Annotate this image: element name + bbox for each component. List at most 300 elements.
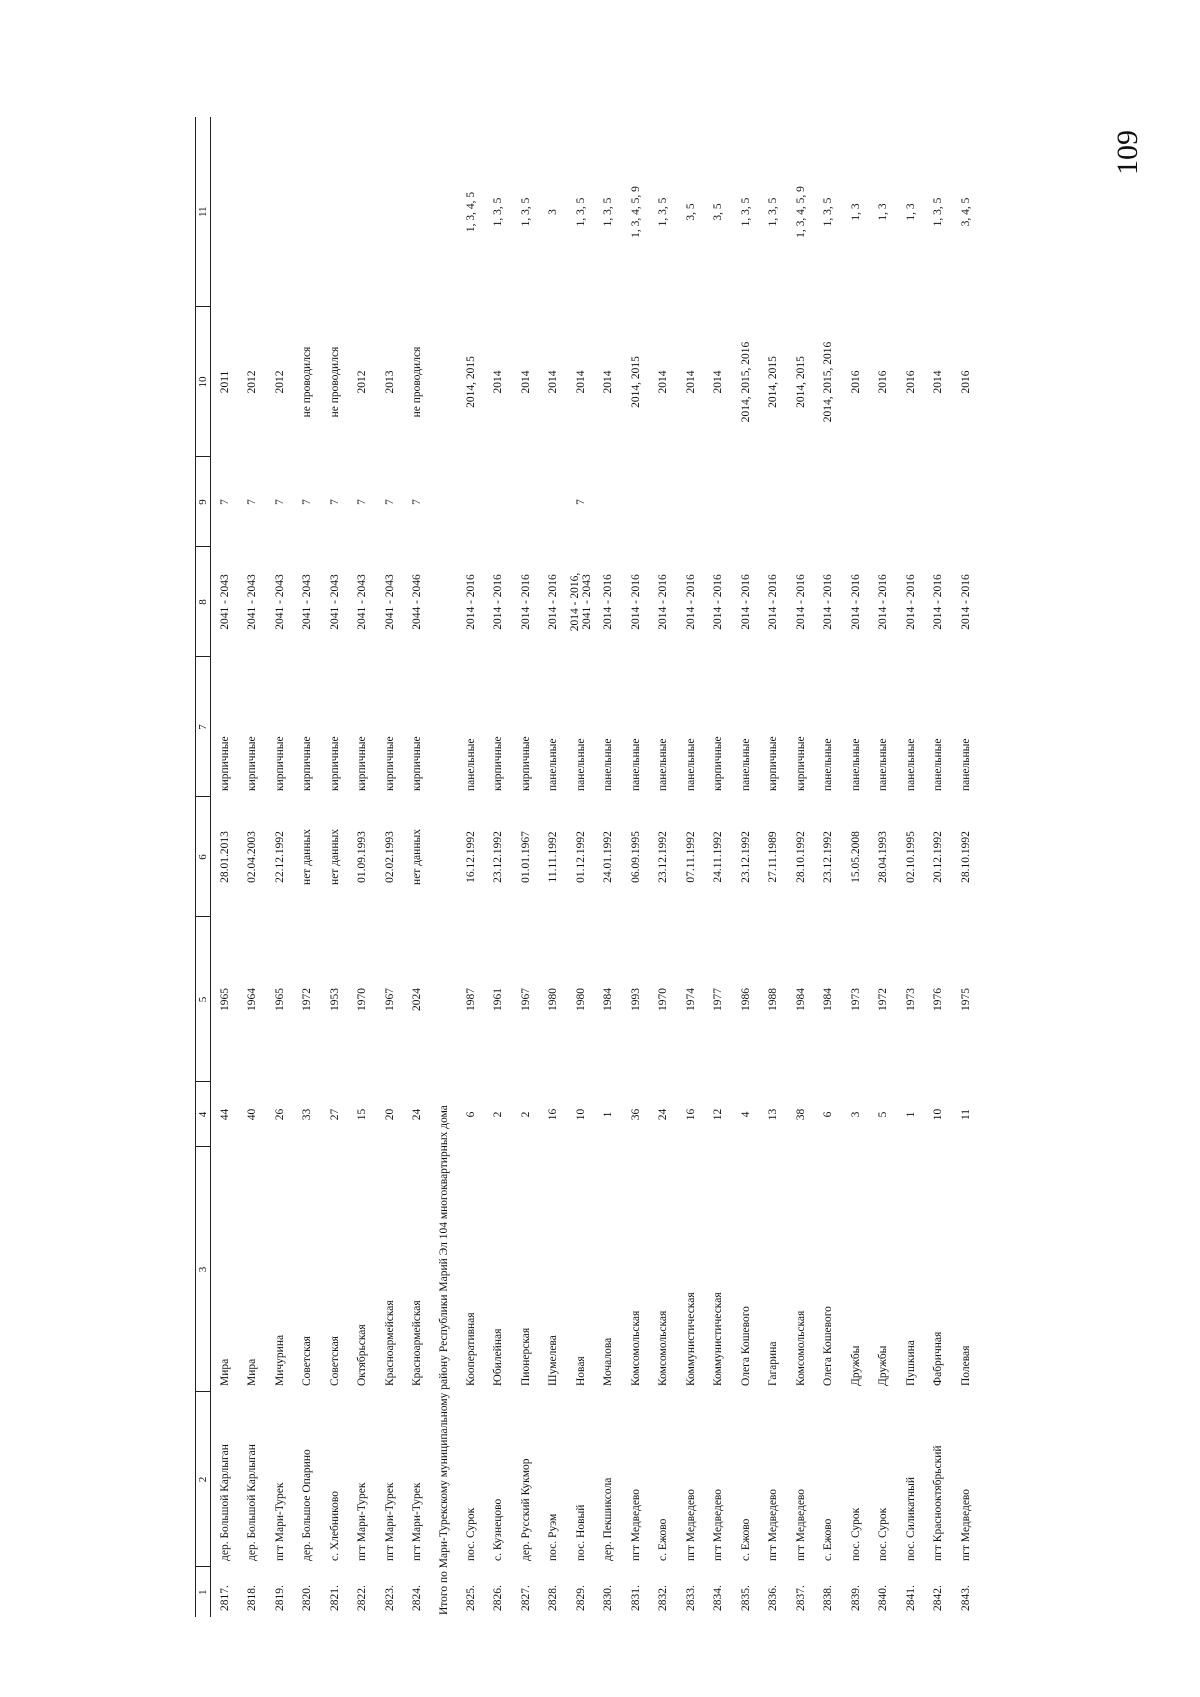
table-cell-col-5: 1988	[767, 988, 780, 1011]
table-row	[211, 117, 239, 1617]
table-body	[211, 117, 980, 1617]
table-cell-col-3: Мичурина	[273, 1334, 286, 1386]
table-row	[897, 117, 925, 1617]
table-cell-col-10: 2016	[959, 370, 972, 394]
table-cell-col-1: 2826.	[492, 1585, 505, 1611]
table-cell-col-1: 2837.	[794, 1585, 807, 1611]
table-cell-col-1: 2839.	[849, 1585, 862, 1611]
table-cell-col-2: пос. Сурок	[464, 1507, 477, 1561]
table-cell-col-10: 2014	[657, 370, 670, 394]
table-cell-col-1: 2822.	[356, 1585, 369, 1611]
table-cell-col-3: Советская	[328, 1336, 341, 1386]
table-cell-col-5: 1965	[218, 988, 231, 1011]
table-cell-col-1: 2828.	[547, 1585, 560, 1611]
table-cell-col-3: Комсомольская	[657, 1310, 670, 1386]
table-cell-col-9: 7	[574, 499, 587, 505]
table-cell-col-1: 2820.	[301, 1585, 314, 1611]
table-cell-col-8: 2014 - 2016, 2041 - 2043	[568, 572, 593, 632]
table-row	[321, 117, 349, 1617]
table-cell-col-3: Красноармейская	[383, 1300, 396, 1386]
table-cell-col-3: Пионерская	[519, 1327, 532, 1386]
table-row	[349, 117, 377, 1617]
table-cell-col-5: 1976	[932, 988, 945, 1011]
table-cell-col-7: кирпичные	[492, 736, 505, 791]
table-cell-col-7: кирпичные	[794, 736, 807, 791]
table-cell-col-2: пгт Медведево	[959, 1488, 972, 1561]
column-header-2: 2	[196, 1392, 211, 1567]
table-cell-col-4: 16	[547, 1108, 560, 1121]
table-cell-col-5: 1984	[602, 988, 615, 1011]
table-cell-col-6: нет данных	[328, 829, 341, 885]
table-cell-col-2: пос. Новый	[574, 1504, 587, 1561]
table-cell-col-6: 27.11.1989	[767, 831, 780, 883]
table-cell-col-8: 2044 - 2046	[411, 574, 424, 630]
table-cell-col-2: пгт Мари-Турек	[356, 1482, 369, 1561]
table-cell-col-2: пгт Медведево	[794, 1488, 807, 1561]
summary-row	[431, 117, 457, 1617]
table-cell-col-11: 1, 3, 4, 5, 9	[794, 186, 807, 238]
table-cell-col-11: 1, 3, 5	[602, 197, 615, 227]
table-cell-col-8: 2041 - 2043	[301, 574, 314, 630]
table-cell-col-6: 15.05.2008	[849, 831, 862, 883]
table-cell-col-6: 28.01.2013	[218, 831, 231, 883]
table-cell-col-4: 15	[356, 1108, 369, 1121]
table-cell-col-8: 2014 - 2016	[602, 574, 615, 630]
table-cell-col-3: Олега Кошевого	[739, 1306, 752, 1386]
table-cell-col-9	[952, 457, 980, 547]
table-cell-col-4: 20	[383, 1108, 396, 1121]
table-cell-col-4: 10	[574, 1108, 587, 1121]
table-cell-col-9	[622, 457, 650, 547]
table-cell-col-11: 3, 5	[712, 203, 725, 221]
table-cell-col-8: 2014 - 2016	[657, 574, 670, 630]
table-cell-col-10: не проводился	[411, 346, 424, 418]
table-cell-col-4: 26	[273, 1108, 286, 1121]
table-cell-col-2: пгт Медведево	[684, 1488, 697, 1561]
table-row	[622, 117, 650, 1617]
table-cell-col-8: 2014 - 2016	[547, 574, 560, 630]
table-row	[842, 117, 870, 1617]
table-cell-col-10: не проводился	[301, 346, 314, 418]
table-cell-col-6: 22.12.1992	[273, 831, 286, 883]
table-cell-col-8: 2014 - 2016	[629, 574, 642, 630]
table-cell-col-10: 2016	[849, 370, 862, 394]
table-cell-col-2: пгт Мари-Турек	[411, 1482, 424, 1561]
table-cell-col-2: с. Ежово	[739, 1518, 752, 1561]
table-cell-col-6: 28.04.1993	[877, 831, 890, 883]
table-cell-col-5: 1986	[739, 988, 752, 1011]
table-cell-col-5: 1967	[383, 988, 396, 1011]
table-row	[457, 117, 485, 1617]
table-cell-col-10: 2014, 2015	[629, 356, 642, 408]
table-row	[952, 117, 980, 1617]
table-cell-col-8: 2041 - 2043	[218, 574, 231, 630]
table-cell-col-2: пос. Сурок	[877, 1507, 890, 1561]
table-cell-col-11: 3, 5	[684, 203, 697, 221]
table-cell-col-5: 1972	[877, 988, 890, 1011]
column-header-10: 10	[196, 307, 211, 457]
table-cell-col-2: с. Ежово	[657, 1518, 670, 1561]
table-cell-col-4: 36	[629, 1108, 642, 1121]
table-cell-col-11	[239, 117, 267, 307]
column-header-6: 6	[196, 797, 211, 917]
table-cell-col-3: Шумелева	[547, 1335, 560, 1386]
table-cell-col-9: 7	[273, 499, 286, 505]
table-cell-col-7: кирпичные	[383, 736, 396, 791]
table-row	[677, 117, 705, 1617]
table-cell-col-1: 2832.	[657, 1585, 670, 1611]
table-cell-col-4: 27	[328, 1108, 341, 1121]
table-cell-col-8: 2014 - 2016	[822, 574, 835, 630]
table-cell-col-5: 1973	[849, 988, 862, 1011]
table-cell-col-3: Дружбы	[849, 1345, 862, 1386]
table-cell-col-7: панельные	[657, 738, 670, 791]
table-cell-col-6: 01.09.1993	[356, 831, 369, 883]
table-row	[485, 117, 513, 1617]
table-cell-col-1: 2819.	[273, 1585, 286, 1611]
table-cell-col-2: с. Ежово	[822, 1518, 835, 1561]
table-row	[266, 117, 294, 1617]
table-cell-col-1: 2823.	[383, 1585, 396, 1611]
table-cell-col-7: панельные	[547, 738, 560, 791]
table-cell-col-4: 10	[932, 1108, 945, 1121]
table-cell-col-10: 2014	[602, 370, 615, 394]
table-cell-col-1: 2824.	[411, 1585, 424, 1611]
table-cell-col-9	[595, 457, 623, 547]
column-header-9: 9	[196, 457, 211, 547]
table-cell-col-9	[457, 457, 485, 547]
table-cell-col-8: 2041 - 2043	[328, 574, 341, 630]
table-cell-col-9	[705, 457, 733, 547]
table-cell-col-4: 12	[712, 1108, 725, 1121]
table-cell-col-10: 2014	[684, 370, 697, 394]
table-cell-col-11: 1, 3, 4, 5	[464, 191, 477, 233]
table-cell-col-4: 13	[767, 1108, 780, 1121]
table-cell-col-5: 1967	[519, 988, 532, 1011]
table-cell-col-7: панельные	[739, 738, 752, 791]
table-cell-col-4: 1	[904, 1111, 917, 1118]
table-cell-col-10: 2012	[273, 370, 286, 394]
table-cell-col-8: 2014 - 2016	[684, 574, 697, 630]
page-number: 109	[1111, 130, 1144, 175]
table-cell-col-6: 01.12.1992	[574, 831, 587, 883]
table-cell-col-11: 1, 3	[904, 203, 917, 221]
table-cell-col-7: кирпичные	[218, 736, 231, 791]
table-row	[650, 117, 678, 1617]
table-cell-col-3: Мочалова	[602, 1337, 615, 1386]
table-cell-col-11: 1, 3, 5	[574, 197, 587, 227]
table-cell-col-9	[485, 457, 513, 547]
table-cell-col-11: 1, 3	[877, 203, 890, 221]
table-cell-col-9: 7	[301, 499, 314, 505]
table-cell-col-10: 2014	[492, 370, 505, 394]
table-cell-col-10: 2014	[932, 370, 945, 394]
summary-text: Итого по Мари-Турекскому муниципальному району Республики Марий Эл 104 многоквартирных дома	[438, 1105, 450, 1615]
table-cell-col-1: 2833.	[684, 1585, 697, 1611]
table-cell-col-7: кирпичные	[273, 736, 286, 791]
table-cell-col-7: панельные	[822, 738, 835, 791]
table-cell-col-1: 2829.	[574, 1585, 587, 1611]
table-cell-col-6: 02.02.1993	[383, 831, 396, 883]
table-row	[815, 117, 843, 1617]
table-cell-col-9	[677, 457, 705, 547]
table-cell-col-11: 1, 3, 5	[739, 197, 752, 227]
table-cell-col-9	[512, 457, 540, 547]
table-row	[376, 117, 404, 1617]
table-cell-col-6: нет данных	[411, 829, 424, 885]
table-cell-col-9	[787, 457, 815, 547]
table-cell-col-6: 23.12.1992	[657, 831, 670, 883]
table-cell-col-11	[211, 117, 239, 307]
table-cell-col-6: 11.11.1992	[547, 831, 560, 883]
column-header-7: 7	[196, 657, 211, 797]
table-cell-col-3: Кооперативная	[464, 1312, 477, 1386]
table-cell-col-4: 40	[246, 1108, 259, 1121]
table-cell-col-2: пгт Мари-Турек	[383, 1482, 396, 1561]
table-cell-col-7: панельные	[464, 738, 477, 791]
table-cell-col-10: 2014, 2015	[794, 356, 807, 408]
table-cell-col-1: 2825.	[464, 1585, 477, 1611]
table-cell-col-7: панельные	[684, 738, 697, 791]
table-cell-col-8: 2014 - 2016	[794, 574, 807, 630]
table-cell-col-3: Дружбы	[877, 1345, 890, 1386]
table-cell-col-3: Полевая	[959, 1345, 972, 1386]
table-cell-col-10: 2014	[712, 370, 725, 394]
table-cell-col-5: 1961	[492, 988, 505, 1011]
table-cell-col-8: 2014 - 2016	[712, 574, 725, 630]
table-cell-col-6: 06.09.1995	[629, 831, 642, 883]
table-cell-col-5: 1975	[959, 988, 972, 1011]
table-cell-col-3: Юбилейная	[492, 1328, 505, 1386]
table-cell-col-11: 3, 4, 5	[959, 197, 972, 227]
table-cell-col-8: 2014 - 2016	[739, 574, 752, 630]
table-cell-col-5: 1980	[574, 988, 587, 1011]
table-cell-col-2: пос. Руэм	[547, 1513, 560, 1561]
table-cell-col-8: 2014 - 2016	[492, 574, 505, 630]
table-cell-col-8: 2014 - 2016	[959, 574, 972, 630]
table-cell-col-11: 1, 3, 5	[657, 197, 670, 227]
table-cell-col-3: Новая	[574, 1356, 587, 1386]
table-row	[512, 117, 540, 1617]
table-cell-col-7: кирпичные	[767, 736, 780, 791]
table-cell-col-5: 1987	[464, 988, 477, 1011]
table-cell-col-2: с. Кузнецово	[492, 1498, 505, 1561]
table-cell-col-2: с. Хлебниково	[328, 1490, 341, 1561]
table-cell-col-2: пгт Медведево	[712, 1488, 725, 1561]
table-cell-col-11: 1, 3, 5	[932, 197, 945, 227]
table-row	[595, 117, 623, 1617]
table-row	[787, 117, 815, 1617]
table-cell-col-11	[266, 117, 294, 307]
table-cell-col-2: дер. Русский Кукмор	[519, 1458, 532, 1561]
table-cell-col-10: 2016	[904, 370, 917, 394]
table-cell-col-9	[760, 457, 788, 547]
table-cell-col-4: 5	[877, 1111, 890, 1118]
table-cell-col-3: Фабричная	[932, 1331, 945, 1386]
table-cell-col-4: 11	[959, 1108, 972, 1121]
table-cell-col-2: дер. Большое Опарино	[301, 1449, 314, 1561]
table-cell-col-10: 2014, 2015, 2016	[822, 341, 835, 423]
table-cell-col-1: 2835.	[739, 1585, 752, 1611]
table-cell-col-7: панельные	[959, 738, 972, 791]
table-cell-col-3: Мира	[246, 1358, 259, 1386]
table-cell-col-1: 2831.	[629, 1585, 642, 1611]
table-cell-col-6: 23.12.1992	[492, 831, 505, 883]
table-cell-col-11: 1, 3, 5	[767, 197, 780, 227]
table-cell-col-5: 1984	[794, 988, 807, 1011]
table-cell-col-4: 6	[464, 1111, 477, 1118]
table-cell-col-2: дер. Большой Карлыган	[218, 1444, 231, 1561]
table-cell-col-5: 1964	[246, 988, 259, 1011]
table-row	[732, 117, 760, 1617]
table-cell-col-6: 23.12.1992	[822, 831, 835, 883]
table-cell-col-7: панельные	[877, 738, 890, 791]
table-cell-col-4: 3	[849, 1111, 862, 1118]
table-cell-col-9: 7	[356, 499, 369, 505]
table-cell-col-3: Гагарина	[767, 1341, 780, 1386]
table-cell-col-9	[540, 457, 568, 547]
housing-table	[195, 117, 980, 1617]
table-row	[705, 117, 733, 1617]
column-header-3: 3	[196, 1147, 211, 1392]
table-row	[294, 117, 322, 1617]
table-cell-col-11: 3	[547, 209, 560, 215]
table-row	[239, 117, 267, 1617]
table-cell-col-4: 2	[492, 1111, 505, 1118]
table-cell-col-11: 1, 3	[849, 203, 862, 221]
table-row	[760, 117, 788, 1617]
table-cell-col-7: кирпичные	[301, 736, 314, 791]
table-cell-col-5: 1993	[629, 988, 642, 1011]
table-cell-col-2: пгт Медведево	[629, 1488, 642, 1561]
table-cell-col-7: кирпичные	[411, 736, 424, 791]
table-cell-col-2: пгт Краснооктябрьский	[932, 1445, 945, 1561]
table-cell-col-11	[376, 117, 404, 307]
table-cell-col-4: 2	[519, 1111, 532, 1118]
table-cell-col-8: 2014 - 2016	[932, 574, 945, 630]
table-cell-col-10: 2014, 2015, 2016	[739, 341, 752, 423]
table-cell-col-3: Комсомольская	[629, 1310, 642, 1386]
table-cell-col-9	[925, 457, 953, 547]
header-row	[196, 117, 211, 1617]
table-cell-col-11: 1, 3, 4, 5, 9	[629, 186, 642, 238]
table-cell-col-11: 1, 3, 5	[822, 197, 835, 227]
table-cell-col-10: 2013	[383, 370, 396, 394]
table-cell-col-7: кирпичные	[328, 736, 341, 791]
table-cell-col-7: кирпичные	[712, 736, 725, 791]
table-cell-col-10: не проводился	[328, 346, 341, 418]
table-row	[925, 117, 953, 1617]
table-cell-col-8: 2014 - 2016	[849, 574, 862, 630]
table-cell-col-1: 2827.	[519, 1585, 532, 1611]
table-cell-col-8: 2014 - 2016	[767, 574, 780, 630]
table-cell-col-2: пгт Медведево	[767, 1488, 780, 1561]
table-cell-col-3: Красноармейская	[411, 1300, 424, 1386]
table-cell-col-10: 2014, 2015	[767, 356, 780, 408]
table-cell-col-5: 1974	[684, 988, 697, 1011]
table-cell-col-10: 2014	[574, 370, 587, 394]
table-cell-col-9	[650, 457, 678, 547]
table-cell-col-10: 2012	[356, 370, 369, 394]
table-cell-col-4: 38	[794, 1108, 807, 1121]
table-cell-col-5: 1970	[356, 988, 369, 1011]
table-cell-col-9: 7	[246, 499, 259, 505]
table-cell-col-10: 2012	[246, 370, 259, 394]
table-cell-col-9	[842, 457, 870, 547]
table-cell-col-4: 44	[218, 1108, 231, 1121]
table-cell-col-5: 1965	[273, 988, 286, 1011]
table-cell-col-7: панельные	[904, 738, 917, 791]
table-cell-col-10: 2014	[519, 370, 532, 394]
table-cell-col-4: 24	[411, 1108, 424, 1121]
table-cell-col-8: 2041 - 2043	[356, 574, 369, 630]
table-cell-col-5: 2024	[411, 988, 424, 1011]
table-cell-col-8: 2041 - 2043	[383, 574, 396, 630]
table-cell-col-1: 2834.	[712, 1585, 725, 1611]
column-header-4: 4	[196, 1082, 211, 1147]
housing-table-rotated	[195, 117, 972, 1617]
table-cell-col-6: 02.10.1995	[904, 831, 917, 883]
table-cell-col-8: 2041 - 2043	[273, 574, 286, 630]
table-cell-col-3: Коммунистическая	[712, 1292, 725, 1386]
table-row	[567, 117, 595, 1617]
table-cell-col-6: 16.12.1992	[464, 831, 477, 883]
table-cell-col-7: кирпичные	[246, 736, 259, 791]
table-cell-col-2: пос. Сурок	[849, 1507, 862, 1561]
table-row	[870, 117, 898, 1617]
column-header-8: 8	[196, 547, 211, 657]
table-cell-col-4: 1	[602, 1111, 615, 1118]
table-cell-col-4: 16	[684, 1108, 697, 1121]
table-cell-col-9	[732, 457, 760, 547]
table-cell-col-9: 7	[218, 499, 231, 505]
table-cell-col-10: 2014	[547, 370, 560, 394]
table-row	[404, 117, 432, 1617]
table-cell-col-1: 2830.	[602, 1585, 615, 1611]
table-cell-col-1: 2836.	[767, 1585, 780, 1611]
table-cell-col-1: 2817.	[218, 1585, 231, 1611]
table-cell-col-4: 24	[657, 1108, 670, 1121]
table-cell-col-2: пгт Мари-Турек	[273, 1482, 286, 1561]
table-cell-col-5: 1970	[657, 988, 670, 1011]
table-cell-col-5: 1973	[904, 988, 917, 1011]
table-cell-col-11	[321, 117, 349, 307]
table-cell-col-7: кирпичные	[356, 736, 369, 791]
table-cell-col-6: 02.04.2003	[246, 831, 259, 883]
table-cell-col-5: 1977	[712, 988, 725, 1011]
table-cell-col-1: 2821.	[328, 1585, 341, 1611]
table-cell-col-1: 2842.	[932, 1585, 945, 1611]
table-cell-col-5: 1953	[328, 988, 341, 1011]
table-cell-col-9: 7	[328, 499, 341, 505]
table-cell-col-4: 4	[739, 1111, 752, 1118]
table-cell-col-8: 2014 - 2016	[904, 574, 917, 630]
table-cell-col-2: дер. Пекшиксола	[602, 1477, 615, 1561]
table-cell-col-8: 2014 - 2016	[877, 574, 890, 630]
table-cell-col-3: Пушкина	[904, 1340, 917, 1386]
table-cell-col-9: 7	[411, 499, 424, 505]
table-cell-col-1: 2843.	[959, 1585, 972, 1611]
table-cell-col-9: 7	[383, 499, 396, 505]
table-cell-col-10: 2014, 2015	[464, 356, 477, 408]
table-cell-col-11: 1, 3, 5	[519, 197, 532, 227]
table-cell-col-6: нет данных	[301, 829, 314, 885]
table-cell-col-9	[815, 457, 843, 547]
table-cell-col-7: панельные	[849, 738, 862, 791]
table-cell-col-1: 2818.	[246, 1585, 259, 1611]
table-cell-col-8: 2014 - 2016	[519, 574, 532, 630]
table-cell-col-1: 2838.	[822, 1585, 835, 1611]
